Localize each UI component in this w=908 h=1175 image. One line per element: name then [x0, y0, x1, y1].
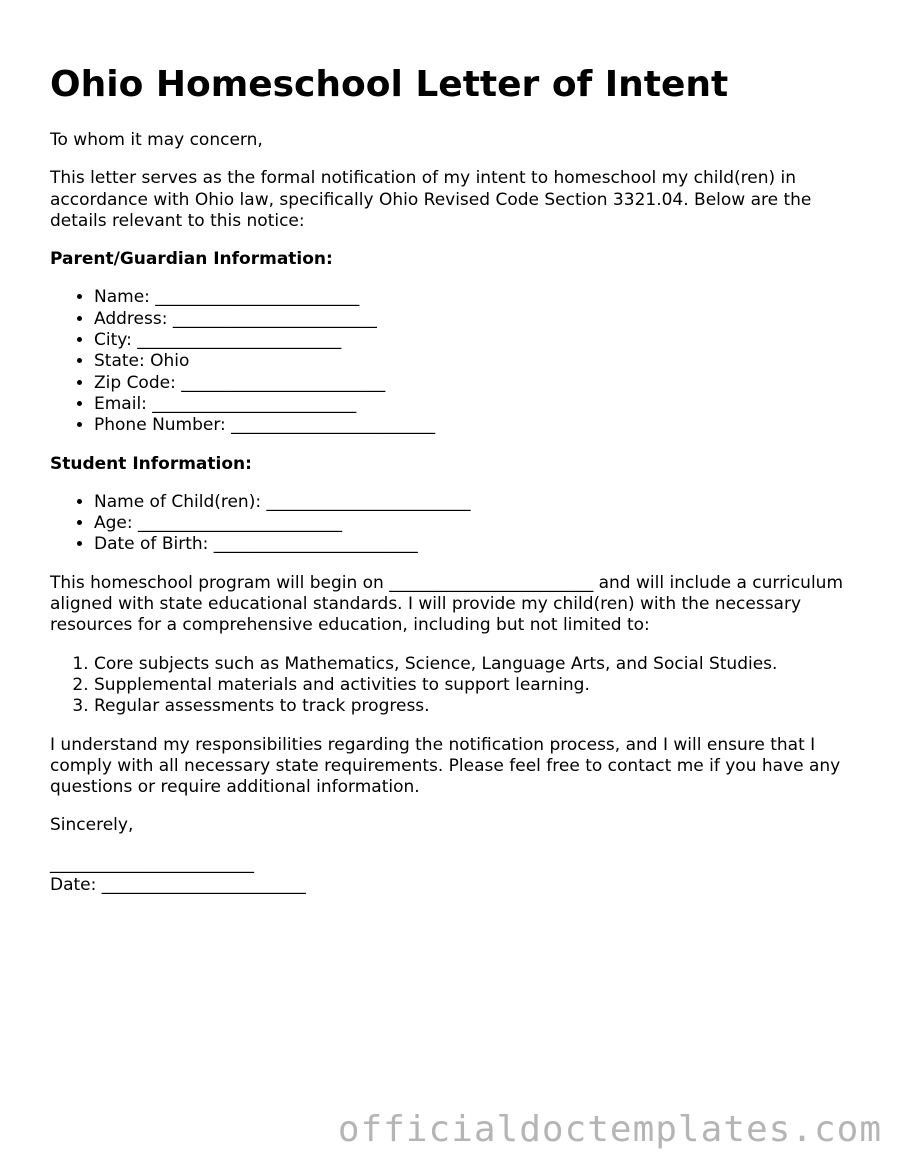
parent-state-item: • State: Ohio — [94, 351, 870, 372]
date-line: Date: ________________________ — [50, 875, 306, 896]
parent-email-item: • Email: ________________________ — [94, 394, 870, 415]
parent-info-list — [50, 287, 870, 436]
intro-paragraph: This letter serves as the formal notification of my intent to homeschool my child(ren) in accordance with Ohio law, specifically Ohio Revised Code Section 3321.04. Below are the details relevant to this notice: — [50, 168, 812, 231]
watermark: officialdoctemplates.com — [337, 1109, 882, 1150]
student-dob-item: • Date of Birth: ________________________ — [94, 534, 870, 555]
parent-city-item: • City: ________________________ — [94, 330, 870, 351]
document-body — [50, 130, 870, 896]
parent-phone-item: • Phone Number: ________________________ — [94, 415, 870, 436]
curriculum-item: 3. Regular assessments to track progress. — [94, 696, 870, 717]
responsibility-paragraph: I understand my responsibilities regarding the notification process, and I will ensure that I comply with all necessary state requirements. Please feel free to contact me if you have any questions or require additional information. — [50, 734, 841, 798]
salutation: To whom it may concern, — [50, 130, 263, 150]
parent-zip-item: • Zip Code: ________________________ — [94, 373, 870, 394]
student-name-item: • Name of Child(ren): ________________________ — [94, 492, 870, 513]
curriculum-item: 1. Core subjects such as Mathematics, Science, Language Arts, and Social Studies. — [94, 654, 870, 675]
closing: Sincerely, — [50, 815, 134, 836]
parent-name-item: • Name: ________________________ — [94, 287, 870, 308]
student-section-heading: Student Information: — [50, 453, 252, 474]
program-paragraph: This homeschool program will begin on ________________________ and will include a curriculum aligned with state educational standards. I will provide my child(ren) with the necessary resources for a comprehensive education, including but not limited to: — [50, 572, 843, 636]
parent-section-heading: Parent/Guardian Information: — [50, 249, 333, 270]
student-info-list — [50, 492, 870, 556]
parent-address-item: • Address: ________________________ — [94, 309, 870, 330]
student-age-item: • Age: ________________________ — [94, 513, 870, 534]
document-title: Ohio Homeschool Letter of Intent — [50, 64, 729, 105]
signature-line: ________________________ — [50, 853, 254, 874]
curriculum-item: 2. Supplemental materials and activities to support learning. — [94, 675, 870, 696]
curriculum-list — [50, 654, 870, 718]
